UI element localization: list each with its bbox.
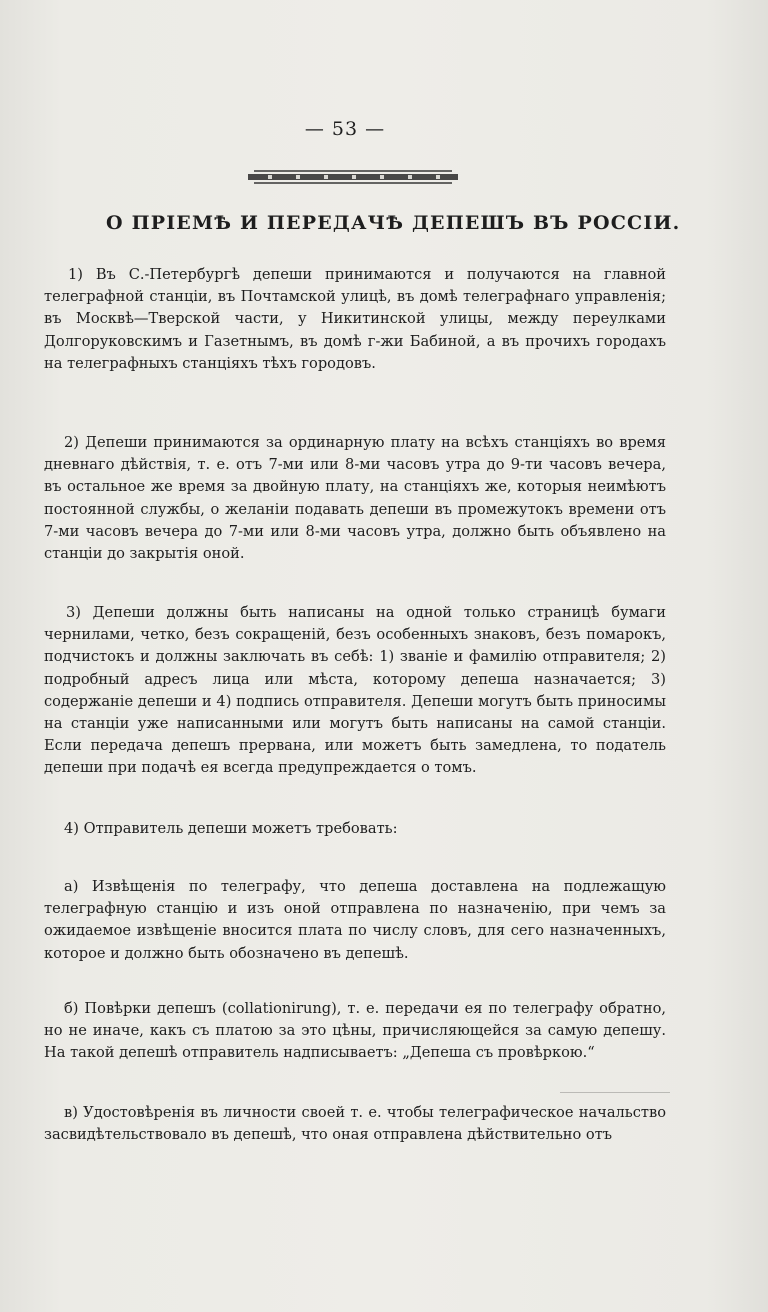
- paragraph-3: 3) Депеши должны быть написаны на одной только страницѣ бумаги чернилами, четко, безъ сокращеній, безъ особенныхъ знаковъ, безъ помарокъ, подчистокъ и должны заключать въ себѣ: 1) званіе и фамилію отправителя; 2) подробный адресъ лица или мѣста, которому депеша назначается; 3) содержаніе депеши и 4) подпись отправителя. Депеши могутъ быть приносимы на станціи уже написанными или могутъ быть написаны на самой станціи. Если передача депешъ прервана, или можетъ быть замедлена, то податель депеши при подачѣ ея всегда предупреждается о томъ.: [44, 604, 666, 777]
- ornamental-title: [248, 168, 458, 186]
- paragraph-4c: в) Удостовѣренія въ личности своей т. е. чтобы телеграфическое начальство засвидѣтельствовало въ депешѣ, что оная отправлена дѣйствительно отъ: [44, 1104, 666, 1144]
- paragraph-4a: а) Извѣщенія по телеграфу, что депеша доставлена на подлежащую телеграфную станцію и изъ оной отправлена по назначенію, при чемъ за ожидаемое извѣщеніе вносится плата по числу словъ, для сего назначенныхъ, которое и должно быть обозначено въ депешѣ.: [44, 878, 666, 962]
- paragraph-4b: б) Повѣрки депешъ (collationirung), т. е. передачи ея по телеграфу обратно, но не иначе, какъ съ платою за это цѣны, причисляющейся за самую депешу. На такой депешѣ отправитель надписываетъ: „Депеша съ провѣркою.“: [44, 1000, 666, 1062]
- paragraph-1: 1) Въ С.-Петербургѣ депеши принимаются и получаются на главной телеграфной станціи, въ Почтамской улицѣ, въ домѣ телеграфнаго управленія; въ Москвѣ—Тверской части, у Никитинской улицы, между переулками Долгоруковскимъ и Газетнымъ, въ домѣ г-жи Бабиной, а въ прочихъ городахъ на телеграфныхъ станціяхъ тѣхъ городовъ.: [44, 266, 666, 372]
- paragraph-4: 4) Отправитель депеши можетъ требовать:: [64, 820, 398, 837]
- page-subtitle: О ПРІЕМѢ И ПЕРЕДАЧѢ ДЕПЕШЪ ВЪ РОССІИ.: [106, 212, 681, 234]
- paragraph-2: 2) Депеши принимаются за ординарную плату на всѣхъ станціяхъ во время дневнаго дѣйствія, т. е. отъ 7-ми или 8-ми часовъ утра до 9-ти часовъ вечера, въ остальное же время за двойную плату, на станціяхъ же, которыя неимѣютъ постоянной службы, о желаніи подавать депеши въ промежутокъ времени отъ 7-ми часовъ вечера до 7-ми или 8-ми часовъ утра, должно быть объявлено на станціи до закрытія оной.: [44, 434, 666, 563]
- page-number: — 53 —: [304, 118, 386, 140]
- divider: [560, 1092, 670, 1093]
